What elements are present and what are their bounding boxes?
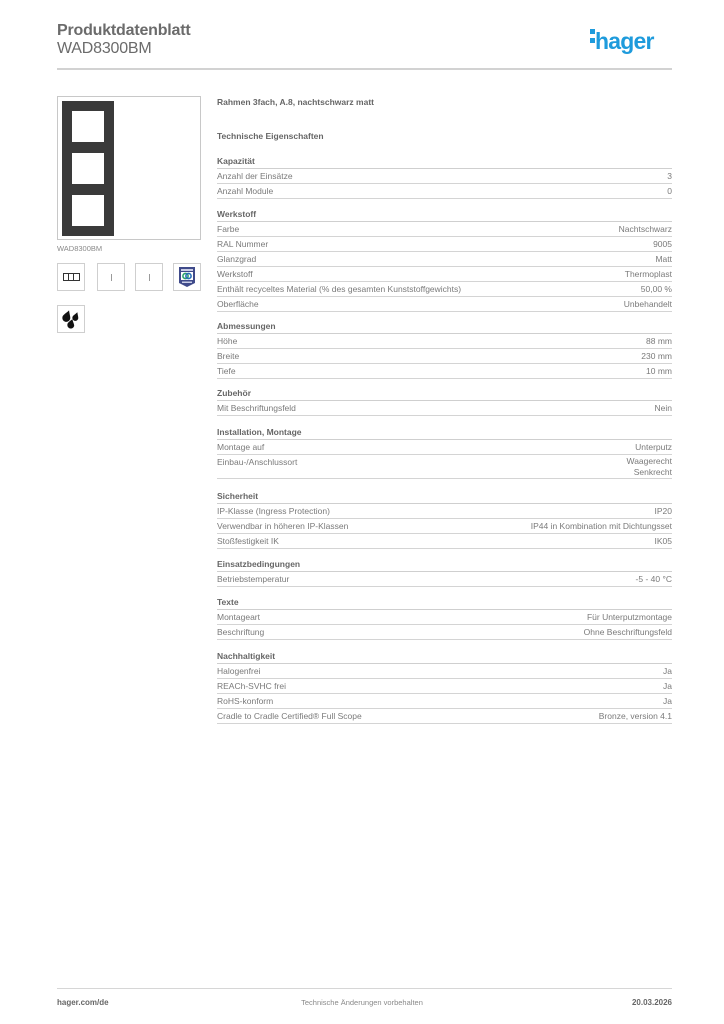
frame-slot [72, 195, 104, 226]
table-row [217, 252, 672, 267]
table-row [217, 297, 672, 312]
table-row [217, 349, 672, 364]
row-value: 10 mm [646, 366, 672, 376]
row-value: Ja [663, 696, 672, 706]
section-kapazitaet [217, 156, 672, 199]
table-row [217, 610, 672, 625]
footer-disclaimer: Technische Änderungen vorbehalten [301, 998, 423, 1007]
logo-text: hager [595, 28, 654, 54]
row-label: Tiefe [217, 366, 236, 376]
hager-logo[interactable] [590, 28, 654, 55]
table-row [217, 625, 672, 640]
table-row [217, 664, 672, 679]
table-row [217, 694, 672, 709]
section-texte [217, 597, 672, 640]
row-value: -5 - 40 °C [635, 574, 672, 584]
article-number: WAD8300BM [57, 40, 152, 57]
row-value: 50,00 % [640, 284, 672, 294]
section-zubehoer [217, 388, 672, 416]
row-value: Bronze, version 4.1 [598, 711, 672, 721]
frame-3gang-icon [57, 263, 85, 291]
row-label: Oberfläche [217, 299, 259, 309]
section-nachhaltigkeit [217, 651, 672, 724]
technical-properties-title: Technische Eigenschaften [217, 131, 324, 141]
single-line-icon [135, 263, 163, 291]
row-value: Unbehandelt [623, 299, 672, 309]
table-row [217, 267, 672, 282]
table-row [217, 364, 672, 379]
section-title: Kapazität [217, 156, 672, 169]
table-row [217, 169, 672, 184]
row-value: Ja [663, 681, 672, 691]
product-name: Rahmen 3fach, A.8, nachtschwarz matt [217, 97, 374, 107]
row-label: Verwendbar in höheren IP-Klassen [217, 521, 349, 531]
row-label: IP-Klasse (Ingress Protection) [217, 506, 330, 516]
row-value: Ohne Beschriftungsfeld [583, 627, 672, 637]
row-label: Höhe [217, 336, 238, 346]
footer-divider [57, 988, 672, 989]
section-title: Zubehör [217, 388, 672, 401]
row-value: 3 [667, 171, 672, 181]
table-row [217, 222, 672, 237]
row-label: Montageart [217, 612, 260, 622]
image-caption: WAD8300BM [57, 244, 103, 253]
row-label: Halogenfrei [217, 666, 261, 676]
row-label: Stoßfestigkeit IK [217, 536, 279, 546]
row-value: IP44 in Kombination mit Dichtungsset [530, 521, 672, 531]
section-title: Abmessungen [217, 321, 672, 334]
table-row [217, 679, 672, 694]
row-label: Werkstoff [217, 269, 253, 279]
row-value: 0 [667, 186, 672, 196]
row-value: 9005 [653, 239, 672, 249]
frame-slot [72, 111, 104, 142]
row-label: Breite [217, 351, 240, 361]
logo-colon-icon [590, 29, 595, 47]
row-value [626, 456, 672, 478]
table-row [217, 334, 672, 349]
footer-date: 20.03.2026 [631, 998, 672, 1007]
table-row [217, 282, 672, 297]
row-label: Anzahl der Einsätze [217, 171, 293, 181]
section-werkstoff [217, 209, 672, 312]
row-label: RoHS-konform [217, 696, 274, 706]
footer-website-link[interactable]: hager.com/de [57, 998, 109, 1007]
section-title: Sicherheit [217, 491, 672, 504]
row-label: Cradle to Cradle Certified® Full Scope [217, 711, 362, 721]
table-row [217, 519, 672, 534]
row-value: 88 mm [646, 336, 672, 346]
document-title: Produktdatenblatt [57, 22, 191, 39]
row-value: Für Unterputzmontage [586, 612, 672, 622]
row-value: Unterputz [635, 442, 672, 452]
row-value-line: Senkrecht [633, 467, 672, 477]
section-abmessungen [217, 321, 672, 379]
section-title: Einsatzbedingungen [217, 559, 672, 572]
frame-illustration [62, 101, 114, 236]
table-row [217, 504, 672, 519]
single-line-icon [97, 263, 125, 291]
water-drops-icon [57, 305, 85, 333]
header-divider [57, 68, 672, 70]
frame-slot [72, 153, 104, 184]
row-label: REACh-SVHC frei [217, 681, 286, 691]
section-einsatzbedingungen [217, 559, 672, 587]
section-title: Installation, Montage [217, 427, 672, 440]
row-label: Mit Beschriftungsfeld [217, 403, 296, 413]
row-label: Montage auf [217, 442, 265, 452]
row-label: Einbau-/Anschlussort [217, 457, 298, 467]
row-label: Anzahl Module [217, 186, 274, 196]
table-row [217, 440, 672, 455]
section-sicherheit [217, 491, 672, 549]
row-value: Nachtschwarz [618, 224, 672, 234]
row-value-line: Waagerecht [626, 456, 672, 466]
table-row [217, 237, 672, 252]
section-installation-montage [217, 427, 672, 479]
row-value: Matt [655, 254, 672, 264]
row-label: Farbe [217, 224, 240, 234]
row-label: Enthält recyceltes Material (% des gesamten Kunststoffgewichts) [217, 284, 462, 294]
table-row [217, 455, 672, 479]
row-label: Beschriftung [217, 627, 265, 637]
table-row [217, 709, 672, 724]
row-value: Nein [654, 403, 672, 413]
table-row [217, 534, 672, 549]
table-row [217, 401, 672, 416]
row-label: RAL Nummer [217, 239, 269, 249]
row-value: 230 mm [641, 351, 672, 361]
table-row [217, 184, 672, 199]
table-row [217, 572, 672, 587]
row-label: Glanzgrad [217, 254, 257, 264]
section-title: Nachhaltigkeit [217, 651, 672, 664]
row-value: IK05 [654, 536, 672, 546]
row-value: IP20 [654, 506, 672, 516]
cradle-to-cradle-certified-icon [173, 263, 201, 291]
row-value: Ja [663, 666, 672, 676]
section-title: Werkstoff [217, 209, 672, 222]
row-label: Betriebstemperatur [217, 574, 290, 584]
row-value: Thermoplast [624, 269, 672, 279]
product-image [57, 96, 201, 240]
section-title: Texte [217, 597, 672, 610]
